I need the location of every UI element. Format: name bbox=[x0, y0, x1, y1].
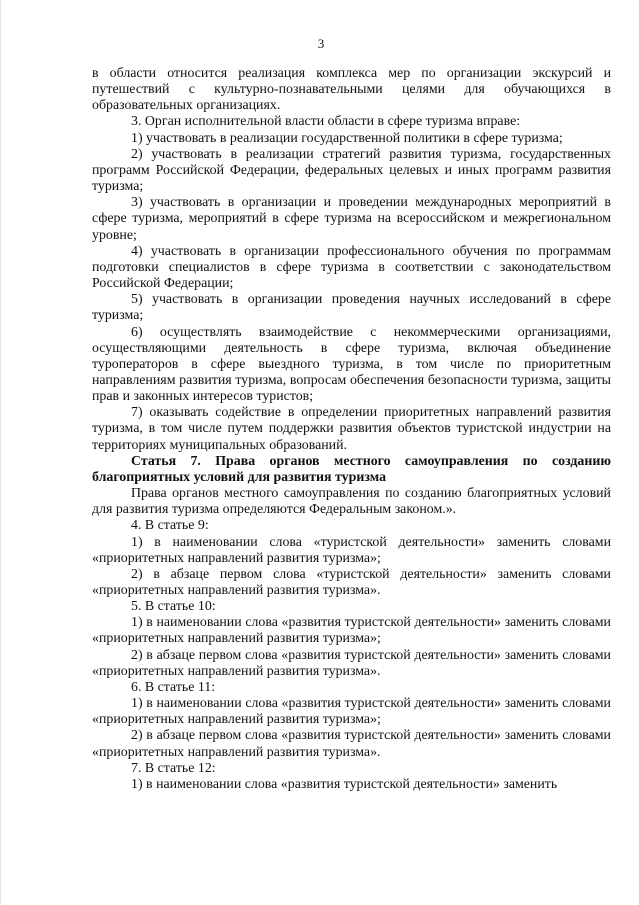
paragraph: 1) в наименовании слова «развития туристской деятельности» заменить bbox=[131, 776, 558, 792]
paragraph: в области относится реализация комплекса мер по организации экскурсий и путешествий с культурно-познавательными целями для обучающихся в образовательных организациях. bbox=[92, 66, 611, 114]
paragraph: 1) в наименовании слова «развития туристской деятельности» заменить словами «приоритетных направлений развития туризма»; bbox=[92, 615, 611, 647]
paragraph: 6) осуществлять взаимодействие с некоммерческими организациями, осуществляющими деятельность в сфере туризма, включая объединение туроператоров в сфере выездного туризма, в том числе по приоритетным направлениям развития туризма, вопросам обеспечения безопасности туризма, защиты прав и законных интересов туристов; bbox=[92, 324, 611, 405]
paragraph: 2) участвовать в реализации стратегий развития туризма, государственных программ Российской Федерации, федеральных целевых и иных программ развития туризма; bbox=[92, 146, 611, 195]
paragraph: 4) участвовать в организации профессионального обучения по программам подготовки специалистов в сфере туризма в соответствии с законодательством Российской Федерации; bbox=[92, 243, 611, 292]
paragraph: 1) участвовать в реализации государственной политики в сфере туризма; bbox=[131, 130, 563, 146]
paragraph: Права органов местного самоуправления по созданию благоприятных условий для развития туризма определяются Федеральным законом.». bbox=[92, 486, 611, 518]
paragraph: 2) в абзаце первом слова «туристской деятельности» заменить словами «приоритетных направлений развития туризма». bbox=[92, 566, 611, 598]
paragraph: 1) в наименовании слова «туристской деятельности» заменить словами «приоритетных направлений развития туризма»; bbox=[92, 534, 611, 566]
paragraph: 3. Орган исполнительной власти области в сфере туризма вправе: bbox=[131, 114, 521, 130]
paragraph: 3) участвовать в организации и проведении международных мероприятий в сфере туризма, мероприятий в сфере туризма на всероссийском и межрегиональном уровне; bbox=[92, 195, 611, 243]
paragraph: 5) участвовать в организации проведения научных исследований в сфере туризма; bbox=[92, 292, 611, 324]
paragraph: 5. В статье 10: bbox=[131, 599, 216, 615]
paragraph: 2) в абзаце первом слова «развития туристской деятельности» заменить словами «приоритетных направлений развития туризма». bbox=[92, 647, 611, 679]
paragraph: 6. В статье 11: bbox=[131, 679, 216, 695]
article-heading: Статья 7. Права органов местного самоуправления по созданию благоприятных условий для развития туризма bbox=[92, 453, 611, 485]
paragraph: 7. В статье 12: bbox=[131, 760, 216, 776]
paragraph: 1) в наименовании слова «развития туристской деятельности» заменить словами «приоритетных направлений развития туризма»; bbox=[92, 696, 611, 728]
paragraph: 7) оказывать содействие в определении приоритетных направлений развития туризма, в том числе путем поддержки развития объектов туристской индустрии на территориях муниципальных образований. bbox=[92, 405, 611, 453]
paragraph: 2) в абзаце первом слова «развития туристской деятельности» заменить словами «приоритетных направлений развития туризма». bbox=[92, 728, 611, 760]
document-body bbox=[92, 66, 611, 793]
page-number: 3 bbox=[317, 36, 325, 51]
paragraph: 4. В статье 9: bbox=[131, 518, 209, 534]
